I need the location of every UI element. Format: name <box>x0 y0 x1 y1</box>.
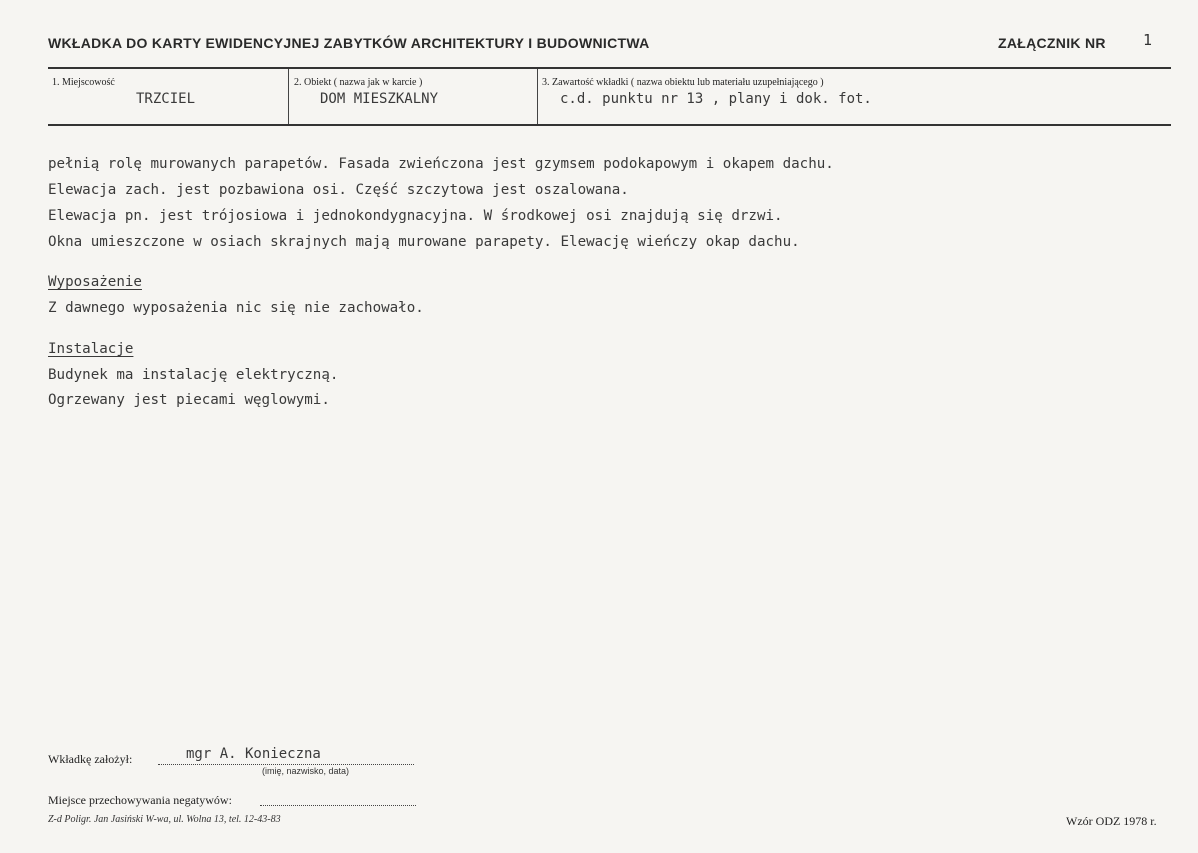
locality-value: TRZCIEL <box>136 91 196 107</box>
section-line: Z dawnego wyposażenia nic się nie zachowało. <box>48 300 424 316</box>
body-line: pełnią rolę murowanych parapetów. Fasada zwieńczona jest gzymsem podokapowym i okapem dachu. <box>48 156 834 172</box>
content-value: c.d. punktu nr 13 , plany i dok. fot. <box>560 91 872 107</box>
form-model: Wzór ODZ 1978 r. <box>1066 814 1157 828</box>
object-value: DOM MIESZKALNY <box>320 91 439 107</box>
header-top-rule <box>48 67 1171 69</box>
field-divider <box>537 69 538 124</box>
annex-number: 1 <box>1143 31 1153 49</box>
form-title: WKŁADKA DO KARTY EWIDENCYJNEJ ZABYTKÓW ARCHITEKTURY I BUDOWNICTWA <box>48 35 650 51</box>
author-caption: (imię, nazwisko, data) <box>262 766 350 776</box>
field-divider <box>288 69 289 124</box>
header-bottom-rule <box>48 124 1171 126</box>
body-line: Elewacja zach. jest pozbawiona osi. Część szczytowa jest oszalowana. <box>48 182 629 198</box>
locality-label: 1. Miejscowość <box>52 77 115 88</box>
content-label: 3. Zawartość wkładki ( nazwa obiektu lub materiału uzupełniającego ) <box>542 77 824 88</box>
negatives-label: Miejsce przechowywania negatywów: <box>48 793 232 807</box>
body-line: Okna umieszczone w osiach skrajnych mają murowane parapety. Elewację wieńczy okap dachu. <box>48 234 800 250</box>
section-line: Ogrzewany jest piecami węglowymi. <box>48 392 330 408</box>
section-line: Budynek ma instalację elektryczną. <box>48 367 339 383</box>
negatives-dotted-line <box>260 805 416 806</box>
printer-imprint: Z-d Poligr. Jan Jasiński W-wa, ul. Wolna 13, tel. 12-43-83 <box>48 814 281 825</box>
author-value: mgr A. Konieczna <box>186 746 321 762</box>
author-label: Wkładkę założył: <box>48 752 133 766</box>
body-line: Elewacja pn. jest trójosiowa i jednokondygnacyjna. W środkowej osi znajdują się drzwi. <box>48 208 783 224</box>
section-heading-installations: Instalacje <box>48 341 134 357</box>
section-heading-equipment: Wyposażenie <box>48 274 142 290</box>
object-label: 2. Obiekt ( nazwa jak w karcie ) <box>294 77 423 88</box>
annex-label: ZAŁĄCZNIK NR <box>998 35 1106 51</box>
author-dotted-line <box>158 764 414 765</box>
